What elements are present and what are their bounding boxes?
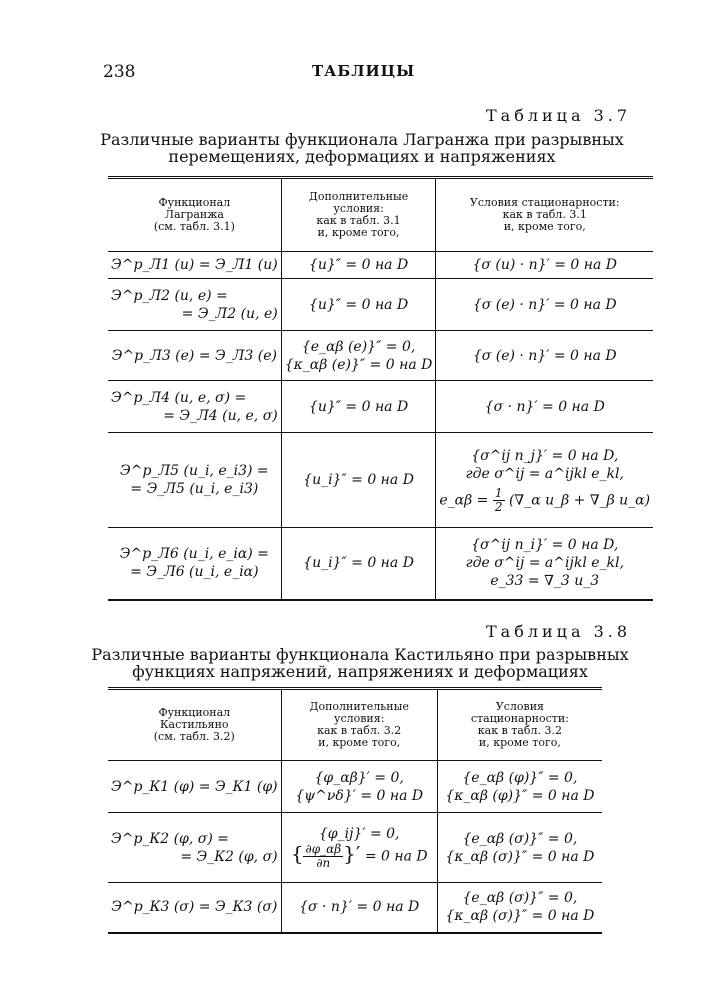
formula-line: { $\frac{\partial\varphi\_\alpha\beta}{\partial n}$ }′ = 0 на D — [290, 841, 428, 870]
header-line: Условия — [495, 700, 544, 713]
header-cell-functional — [108, 178, 281, 252]
stationarity-cell — [437, 883, 602, 933]
table-row — [108, 813, 602, 883]
table-row — [108, 279, 653, 331]
header-line: Функционал — [158, 196, 231, 209]
conditions-cell — [281, 279, 436, 331]
running-head: ТАБЛИЦЫ — [312, 62, 416, 80]
functional-cell — [108, 252, 281, 279]
header-line: Дополнительные — [309, 700, 409, 713]
table-row — [108, 331, 653, 381]
formula-line: где σ^ij = a^ijkl e_kl, — [465, 555, 624, 572]
table-3-8-caption — [80, 646, 640, 680]
formula-line: {κ_αβ (σ)}″ = 0 на D — [445, 848, 595, 865]
header-cell-functional — [108, 689, 281, 761]
formula-line: Э^р_К3 (σ) = Э_К3 (σ) — [111, 899, 278, 916]
functional-cell — [108, 331, 281, 381]
formula-line: {σ (e) · n}′ = 0 на D — [472, 347, 617, 364]
header-line: и, кроме того, — [317, 226, 400, 239]
header-cell-conditions — [281, 689, 437, 761]
fraction-numerator: ∂φ_αβ — [305, 842, 342, 856]
fraction — [303, 843, 343, 870]
formula-line: {e_αβ (φ)}″ = 0, — [462, 769, 578, 786]
conditions-cell — [281, 883, 437, 933]
header-line: (см. табл. 3.1) — [153, 220, 235, 233]
formula-line: = Э_К2 (φ, σ) — [180, 848, 278, 865]
table-row — [108, 252, 653, 279]
caption-line: функциях напряжений, напряжениях и деформациях — [132, 662, 588, 681]
table-3-7-caption — [82, 131, 642, 165]
formula-line: где σ^ij = a^ijkl e_kl, — [465, 465, 624, 482]
page-number: 238 — [103, 62, 136, 82]
formula-line: Э^р_Л4 (u, e, σ) = — [111, 389, 247, 406]
formula-line: = Э_Л6 (u_i, e_iα) — [130, 564, 259, 581]
header-line: стационарности: — [470, 712, 569, 725]
formula-line: {u}″ = 0 на D — [308, 257, 409, 273]
formula-line: = Э_Л5 (u_i, e_i3) — [130, 481, 259, 497]
header-line: и, кроме того, — [318, 736, 401, 749]
table-3-8 — [108, 687, 602, 934]
stationarity-cell — [436, 381, 653, 433]
formula-line: Э^р_К1 (φ) = Э_К1 (φ) — [111, 778, 278, 795]
stationarity-cell — [436, 252, 653, 279]
table-3-7-number: Таблица 3.7 — [486, 106, 632, 125]
formula-part: (∇_α u_β + ∇_β u_α) — [504, 492, 651, 508]
conditions-cell — [281, 761, 437, 813]
formula-line: Э^р_Л6 (u_i, e_iα) = — [119, 546, 269, 563]
stationarity-cell — [436, 433, 653, 528]
table-3-8-number: Таблица 3.8 — [486, 622, 632, 641]
header-line: Условия стационарности: — [469, 196, 620, 209]
header-line: Дополнительные — [308, 190, 409, 203]
functional-cell — [108, 381, 281, 433]
formula-line: = Э_Л2 (u, e) — [181, 305, 278, 322]
table-row — [108, 433, 653, 528]
formula-line: {σ^ij n_i}′ = 0 на D, — [471, 537, 619, 554]
header-line: (см. табл. 3.2) — [153, 730, 235, 743]
stationarity-cell — [437, 761, 602, 813]
formula-line: {σ (u) · n}′ = 0 на D — [472, 257, 618, 273]
stationarity-cell — [436, 279, 653, 331]
conditions-cell — [281, 528, 436, 600]
formula-line: {σ · n}′ = 0 на D — [299, 899, 420, 916]
formula-line: {e_αβ (σ)}″ = 0, — [462, 890, 578, 907]
table-row — [108, 381, 653, 433]
header-line: как в табл. 3.2 — [477, 724, 563, 737]
formula-line: {e_αβ (e)}″ = 0, — [301, 338, 416, 355]
caption-line: Различные варианты функционала Лагранжа при разрывных — [100, 130, 624, 149]
formula-line: Э^р_К2 (φ, σ) = — [111, 830, 229, 847]
formula-line: {σ^ij n_j}′ = 0 на D, — [471, 447, 619, 464]
header-line: условия: — [333, 712, 385, 725]
header-line: как в табл. 3.1 — [316, 214, 401, 227]
formula-part: e_αβ = — [439, 492, 493, 508]
fraction — [493, 487, 505, 514]
formula-part: = 0 на D — [364, 848, 428, 865]
functional-cell — [108, 761, 281, 813]
caption-line: перемещениях, деформациях и напряжениях — [168, 147, 556, 166]
header-line: Кастильяно — [160, 718, 229, 731]
formula-line: {u_i}″ = 0 на D — [303, 472, 414, 488]
formula-line: {ψ^νδ}′ = 0 на D — [295, 787, 424, 804]
formula-line: {σ (e) · n}′ = 0 на D — [472, 296, 617, 313]
conditions-cell — [281, 331, 436, 381]
formula-line: {φ_αβ}′ = 0, — [314, 769, 404, 786]
header-line: как в табл. 3.2 — [317, 724, 402, 737]
formula-line — [439, 487, 650, 514]
header-cell-stationarity — [436, 178, 653, 252]
functional-cell — [108, 883, 281, 933]
formula-line: {φ_ij}′ = 0, — [318, 826, 400, 842]
conditions-cell — [281, 252, 436, 279]
formula-line: {κ_αβ (σ)}″ = 0 на D — [445, 908, 595, 925]
table-row — [108, 528, 653, 600]
header-cell-stationarity — [437, 689, 602, 761]
formula-line: {e_αβ (σ)}″ = 0, — [462, 830, 578, 847]
functional-cell — [108, 279, 281, 331]
header-line: Функционал — [158, 706, 231, 719]
functional-cell — [108, 813, 281, 883]
formula-line: {σ · n}′ = 0 на D — [484, 398, 605, 415]
table-row — [108, 761, 602, 813]
formula-line: e_33 = ∇_3 u_3 — [490, 573, 600, 590]
header-line: и, кроме того, — [478, 736, 561, 749]
formula-line: Э^р_Л1 (u) = Э_Л1 (u) — [111, 257, 278, 273]
conditions-cell — [281, 813, 437, 883]
functional-cell — [108, 528, 281, 600]
stationarity-cell — [437, 813, 602, 883]
formula-line: {u}″ = 0 на D — [308, 398, 409, 415]
fraction-numerator: 1 — [494, 485, 503, 500]
header-line: как в табл. 3.1 — [502, 208, 587, 221]
formula-line: Э^р_Л5 (u_i, e_i3) = — [120, 463, 269, 479]
conditions-cell — [281, 433, 436, 528]
stationarity-cell — [436, 528, 653, 600]
header-line: Лагранжа — [164, 208, 224, 221]
header-line: условия: — [333, 202, 384, 215]
formula-line: Э^р_Л3 (e) = Э_Л3 (e) — [111, 347, 277, 364]
header-line: и, кроме того, — [503, 220, 586, 233]
stationarity-cell — [436, 331, 653, 381]
formula-line: = Э_Л4 (u, e, σ) — [163, 407, 278, 424]
formula-line: {u_i}″ = 0 на D — [303, 555, 414, 572]
table-row — [108, 883, 602, 933]
formula-line: {u}″ = 0 на D — [308, 296, 409, 313]
fraction-denominator: ∂n — [316, 856, 331, 870]
formula-line: {κ_αβ (e)}″ = 0 на D — [284, 356, 433, 373]
formula-line: Э^р_Л2 (u, e) = — [111, 287, 228, 304]
caption-line: Различные варианты функционала Кастильяно при разрывных — [91, 645, 629, 664]
header-cell-conditions — [281, 178, 436, 252]
table-3-7 — [108, 176, 653, 601]
conditions-cell — [281, 381, 436, 433]
formula-line: {κ_αβ (φ)}″ = 0 на D — [445, 787, 595, 804]
fraction-denominator: 2 — [494, 499, 503, 514]
functional-cell — [108, 433, 281, 528]
